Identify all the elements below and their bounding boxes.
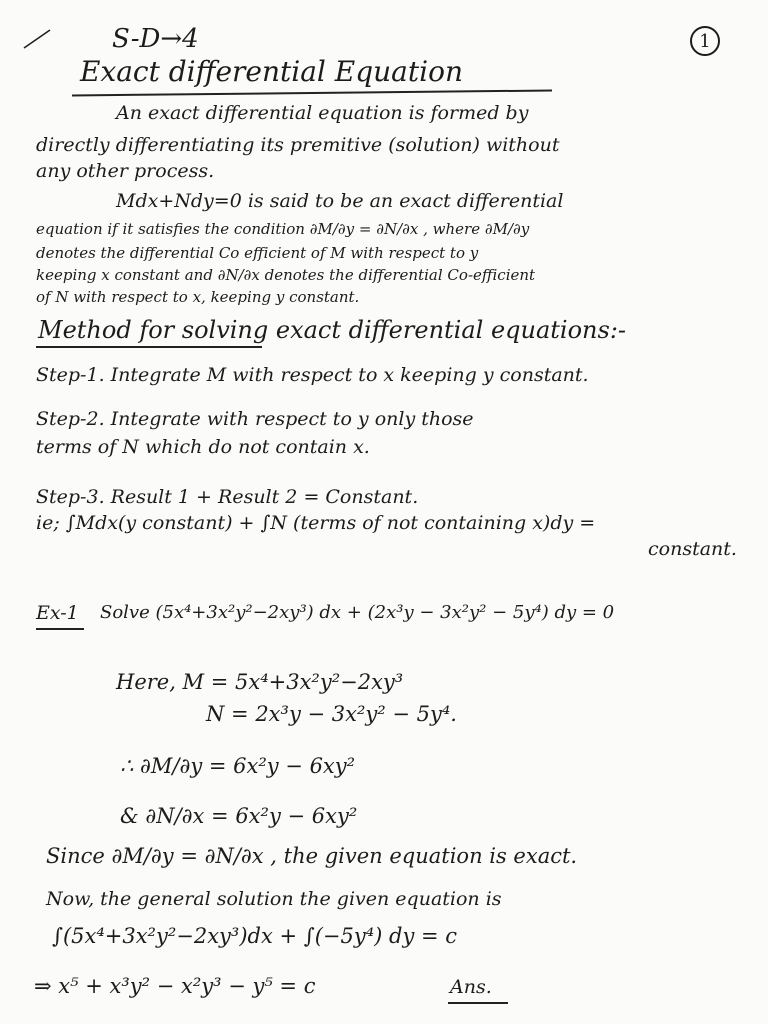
method-heading: Method for solving exact differential equations:- bbox=[38, 316, 627, 344]
answer-label: Ans. bbox=[450, 976, 492, 998]
intro-line-3: any other process. bbox=[36, 160, 215, 182]
method-heading-underline bbox=[36, 346, 262, 348]
unit-tag: S-D→4 bbox=[112, 24, 199, 54]
example-problem: Solve (5x⁴+3x²y²−2xy³) dx + (2x³y − 3x²y² − 5y⁴) dy = 0 bbox=[100, 602, 615, 623]
title-underline bbox=[72, 89, 552, 96]
intro-line-2: directly differentiating its premitive (solution) without bbox=[36, 134, 560, 156]
final-answer: ⇒ x⁵ + x³y² − x²y³ − y⁵ = c bbox=[34, 974, 316, 998]
step-3-formula: ie; ∫Mdx(y constant) + ∫N (terms of not containing x)dy = bbox=[36, 512, 596, 534]
intro-line-1: An exact differential equation is formed by bbox=[116, 102, 529, 124]
step-3: Step-3. Result 1 + Result 2 = Constant. bbox=[36, 486, 419, 508]
step-2-continued: terms of N which do not contain x. bbox=[36, 436, 370, 458]
n-definition: N = 2x³y − 3x²y² − 5y⁴. bbox=[206, 702, 457, 726]
integral-expression: ∫(5x⁴+3x²y²−2xy³)dx + ∫(−5y⁴) dy = c bbox=[52, 924, 458, 948]
page-number-badge bbox=[690, 26, 720, 56]
example-label-underline bbox=[36, 628, 84, 630]
step-3-constant: constant. bbox=[648, 538, 737, 560]
page-title: Exact differential Equation bbox=[80, 55, 463, 88]
general-solution-intro: Now, the general solution the given equation is bbox=[46, 888, 502, 910]
m-definition: Here, M = 5x⁴+3x²y²−2xy³ bbox=[116, 670, 404, 694]
exactness-statement: Since ∂M/∂y = ∂N/∂x , the given equation is exact. bbox=[46, 844, 578, 868]
definition-line-3: denotes the differential Co efficient of M with respect to y bbox=[36, 244, 479, 262]
partial-m-y: ∴ ∂M/∂y = 6x²y − 6xy² bbox=[120, 754, 356, 778]
definition-line-5: of N with respect to x, keeping y constant. bbox=[36, 288, 360, 306]
definition-line-1: Mdx+Ndy=0 is said to be an exact differential bbox=[116, 190, 564, 212]
example-label: Ex-1 bbox=[36, 602, 79, 624]
definition-line-2: equation if it satisfies the condition ∂M/∂y = ∂N/∂x , where ∂M/∂y bbox=[36, 220, 530, 238]
partial-n-x: & ∂N/∂x = 6x²y − 6xy² bbox=[120, 804, 358, 828]
margin-slash-mark bbox=[22, 28, 52, 50]
step-2: Step-2. Integrate with respect to y only those bbox=[36, 408, 474, 430]
step-1: Step-1. Integrate M with respect to x keeping y constant. bbox=[36, 364, 589, 386]
page-number: 1 bbox=[699, 30, 711, 52]
answer-underline bbox=[448, 1002, 508, 1004]
definition-line-4: keeping x constant and ∂N/∂x denotes the differential Co-efficient bbox=[36, 266, 536, 284]
